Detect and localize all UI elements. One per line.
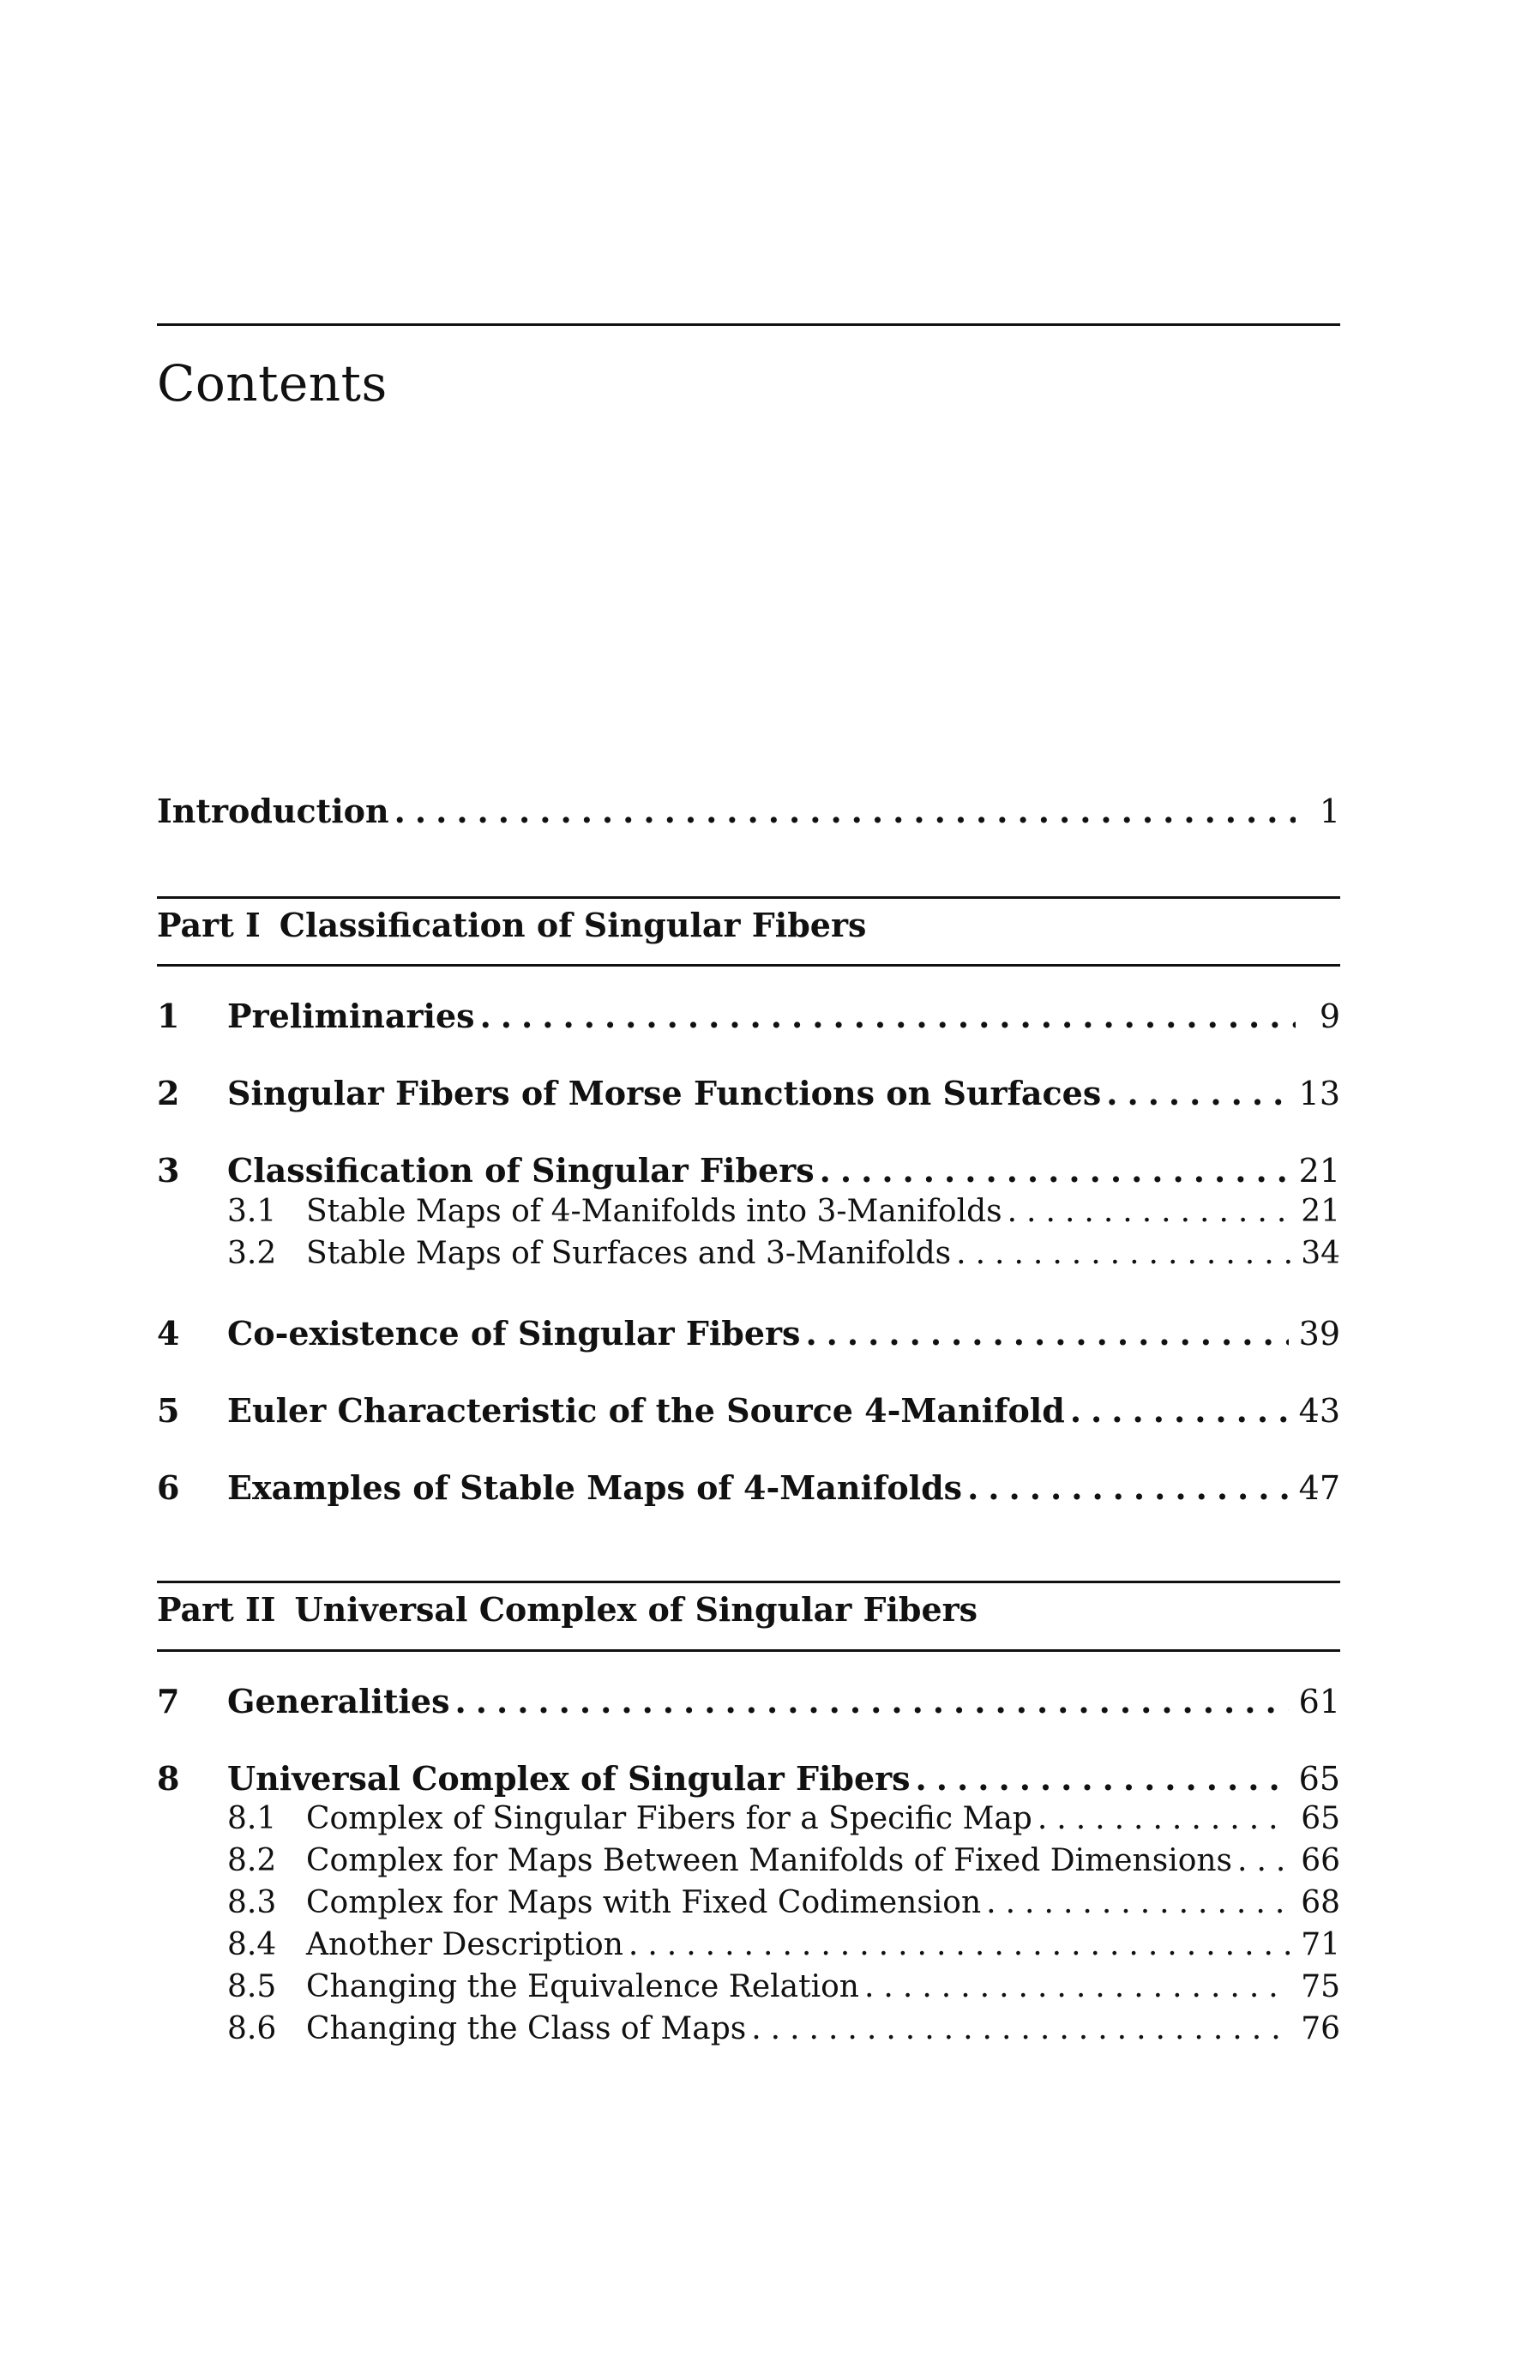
toc-entry-page: 61	[1298, 1683, 1340, 1720]
part-heading	[157, 906, 866, 944]
toc-entry-number: 5	[157, 1391, 180, 1430]
top-rule	[157, 323, 1340, 326]
dot-leader	[820, 1151, 1289, 1190]
toc-entry-introduction[interactable]	[157, 792, 1340, 835]
dot-leader	[956, 1236, 1290, 1271]
part-label: Part I	[157, 906, 261, 944]
toc-entry-number: 8.2	[227, 1843, 277, 1878]
toc-entry-title: Introduction	[157, 792, 389, 830]
toc-entry-page: 21	[1298, 1152, 1340, 1190]
toc-entry-number: 6	[157, 1468, 180, 1507]
toc-entry-title: Complex for Maps Between Manifolds of Fixed Dimensions	[306, 1843, 1233, 1878]
toc-entry-number: 8.1	[227, 1801, 277, 1836]
toc-entry-number: 1	[157, 997, 180, 1035]
dot-leader	[480, 997, 1296, 1035]
toc-entry-title: Stable Maps of Surfaces and 3-Manifolds	[306, 1236, 952, 1271]
toc-entry-title: Examples of Stable Maps of 4-Manifolds	[227, 1468, 963, 1507]
toc-entry-title: Euler Characteristic of the Source 4-Manifold	[227, 1391, 1065, 1430]
toc-entry-page: 66	[1301, 1843, 1340, 1878]
toc-entry-chapter[interactable]	[157, 997, 1340, 1039]
toc-entry-number: 4	[157, 1314, 180, 1353]
dot-leader	[751, 2011, 1290, 2046]
dot-leader	[1106, 1074, 1288, 1112]
part-title: Universal Complex of Singular Fibers	[294, 1590, 978, 1629]
toc-entry-section[interactable]	[157, 1843, 1340, 1886]
toc-entry-page: 21	[1301, 1194, 1340, 1229]
dot-leader	[1008, 1194, 1291, 1229]
dot-leader	[629, 1927, 1290, 1962]
toc-entry-page: 39	[1298, 1315, 1340, 1353]
toc-entry-page: 13	[1298, 1075, 1340, 1112]
dot-leader	[805, 1314, 1288, 1353]
toc-entry-title: Generalities	[227, 1682, 450, 1720]
toc-entry-section[interactable]	[157, 1194, 1340, 1237]
toc-entry-chapter[interactable]	[157, 1468, 1340, 1511]
toc-entry-page: 43	[1298, 1392, 1340, 1430]
toc-entry-title: Singular Fibers of Morse Functions on Surfaces	[227, 1074, 1102, 1112]
toc-entry-number: 3.2	[227, 1236, 277, 1271]
toc-entry-section[interactable]	[157, 1801, 1340, 1844]
dot-leader	[1038, 1801, 1290, 1836]
toc-entry-number: 8.5	[227, 1969, 277, 2004]
part-rule-top	[157, 1581, 1340, 1583]
toc-entry-title: Changing the Class of Maps	[306, 2011, 747, 2046]
toc-entry-page: 71	[1301, 1927, 1340, 1962]
toc-entry-chapter[interactable]	[157, 1074, 1340, 1117]
toc-entry-number: 8.4	[227, 1927, 277, 1962]
dot-leader	[986, 1885, 1290, 1920]
toc-entry-page: 68	[1301, 1885, 1340, 1920]
toc-entry-section[interactable]	[157, 2011, 1340, 2054]
toc-entry-section[interactable]	[157, 1236, 1340, 1279]
toc-entry-number: 7	[157, 1682, 180, 1720]
dot-leader	[916, 1759, 1289, 1798]
toc-entry-page: 75	[1301, 1969, 1340, 2004]
toc-entry-number: 8.3	[227, 1885, 277, 1920]
dot-leader	[864, 1969, 1290, 2004]
toc-entry-section[interactable]	[157, 1927, 1340, 1970]
toc-entry-page: 47	[1298, 1469, 1340, 1507]
toc-entry-title: Stable Maps of 4-Manifolds into 3-Manifolds	[306, 1194, 1002, 1229]
toc-entry-chapter[interactable]	[157, 1759, 1340, 1802]
dot-leader	[455, 1682, 1289, 1720]
dot-leader	[1237, 1843, 1290, 1878]
toc-entry-number: 8.6	[227, 2011, 277, 2046]
dot-leader	[394, 792, 1296, 830]
toc-entry-title: Another Description	[306, 1927, 623, 1962]
toc-entry-title: Classification of Singular Fibers	[227, 1151, 815, 1190]
toc-entry-title: Complex for Maps with Fixed Codimension	[306, 1885, 982, 1920]
toc-entry-chapter[interactable]	[157, 1391, 1340, 1434]
toc-entry-title: Co-existence of Singular Fibers	[227, 1314, 801, 1353]
toc-entry-page: 65	[1298, 1760, 1340, 1798]
toc-entry-number: 3	[157, 1151, 180, 1190]
toc-entry-page: 9	[1319, 997, 1340, 1035]
part-label: Part II	[157, 1590, 276, 1629]
toc-entry-chapter[interactable]	[157, 1682, 1340, 1725]
page-title: Contents	[157, 354, 388, 413]
toc-entry-number: 8	[157, 1759, 180, 1798]
part-heading	[157, 1590, 978, 1629]
toc-entry-number: 3.1	[227, 1194, 277, 1229]
toc-entry-title: Universal Complex of Singular Fibers	[227, 1759, 911, 1798]
toc-entry-title: Changing the Equivalence Relation	[306, 1969, 859, 2004]
toc-entry-section[interactable]	[157, 1885, 1340, 1928]
toc-entry-title: Preliminaries	[227, 997, 475, 1035]
dot-leader	[967, 1468, 1289, 1507]
toc-entry-chapter[interactable]	[157, 1314, 1340, 1357]
part-rule-bottom	[157, 1649, 1340, 1652]
toc-entry-page: 65	[1301, 1801, 1340, 1836]
part-title: Classification of Singular Fibers	[279, 906, 867, 944]
toc-entry-title: Complex of Singular Fibers for a Specific Map	[306, 1801, 1032, 1836]
part-rule-top	[157, 896, 1340, 899]
toc-entry-chapter[interactable]	[157, 1151, 1340, 1194]
toc-entry-section[interactable]	[157, 1969, 1340, 2012]
dot-leader	[1070, 1391, 1289, 1430]
part-rule-bottom	[157, 964, 1340, 967]
toc-entry-page: 1	[1319, 792, 1340, 830]
toc-entry-number: 2	[157, 1074, 180, 1112]
toc-entry-page: 34	[1301, 1236, 1340, 1271]
toc-entry-page: 76	[1301, 2011, 1340, 2046]
